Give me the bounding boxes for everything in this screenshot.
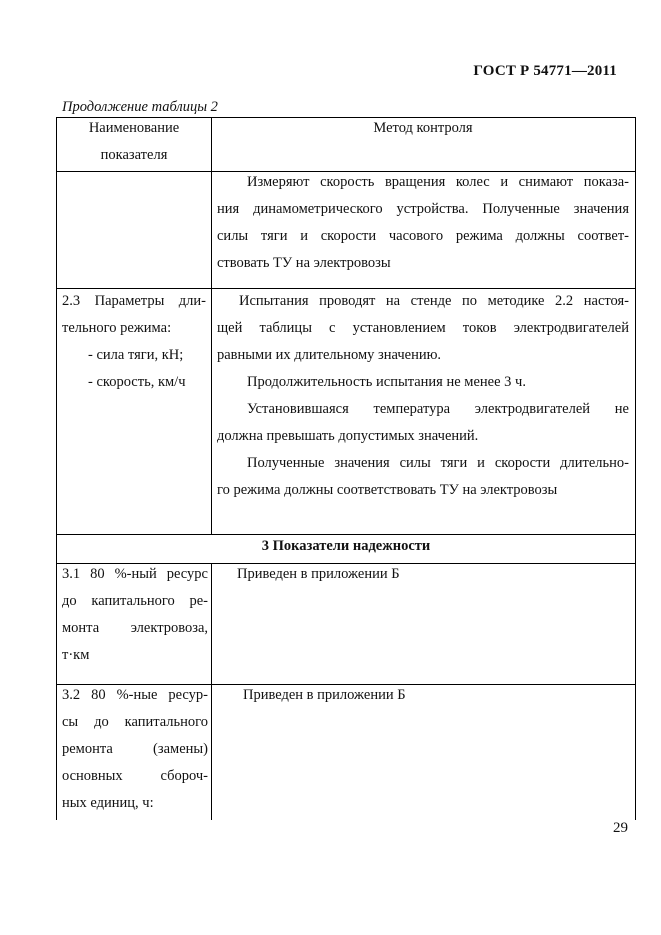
- method-line: Измеряют скорость вращения колес и снимают показа-: [247, 174, 629, 190]
- method-line: ствовать ТУ на электровозы: [217, 255, 391, 271]
- row-3-1-name: [62, 561, 208, 669]
- name-line: 2.3 Параметры дли-: [62, 293, 206, 309]
- section-title: [58, 533, 634, 560]
- name-line: 3.1 80 %-ный ресурс: [62, 566, 208, 582]
- section-title-text: 3 Показатели надежности: [261, 538, 431, 554]
- table-continuation-label: Продолжение таблицы 2: [62, 99, 218, 115]
- name-line: тельного режима:: [62, 320, 172, 336]
- name-line: 3.2 80 %-ные ресур-: [62, 687, 208, 703]
- method-line: Испытания проводят на стенде по методике 2.2 настоя-: [239, 293, 629, 309]
- method-line: Приведен в приложении Б: [243, 687, 406, 703]
- table-right-border: [635, 117, 636, 820]
- row-cont-method: [217, 169, 629, 277]
- name-line: ремонта (замены): [62, 741, 208, 757]
- name-line: до капитального ре-: [62, 593, 208, 609]
- name-line: основных сбороч-: [62, 768, 208, 784]
- method-line: Приведен в приложении Б: [237, 566, 400, 582]
- method-line: ния динамометрического устройства. Полученные значения: [217, 201, 629, 217]
- method-line: силы тяги и скорости часового режима должны соответ-: [217, 228, 629, 244]
- name-line: сы до капитального: [62, 714, 208, 730]
- name-line: - сила тяги, кН;: [88, 347, 184, 363]
- table-left-border: [56, 117, 57, 820]
- column-header-name: [58, 115, 210, 169]
- column-divider: [211, 117, 212, 534]
- column-header-method-text: Метод контроля: [373, 120, 473, 136]
- name-line: - скорость, км/ч: [88, 374, 186, 390]
- method-line: Продолжительность испытания не менее 3 ч.: [247, 374, 526, 390]
- column-header-name-line2: показателя: [100, 147, 168, 163]
- row-2-3-method: [217, 288, 629, 504]
- row-2-3-name: [62, 288, 206, 396]
- name-line: монта электровоза,: [62, 620, 208, 636]
- method-line: щей таблицы с установлением токов электродвигателей: [217, 320, 629, 336]
- method-line: должна превышать допустимых значений.: [217, 428, 479, 444]
- method-line: равными их длительному значению.: [217, 347, 442, 363]
- method-line: Полученные значения силы тяги и скорости длительно-: [247, 455, 629, 471]
- row-3-1-method: [237, 561, 629, 588]
- column-divider-lower: [211, 563, 212, 820]
- document-code: ГОСТ Р 54771—2011: [473, 63, 617, 79]
- method-line: Установившаяся температура электродвигателей не: [247, 401, 629, 417]
- name-line: т·км: [62, 647, 90, 663]
- column-header-name-line1: Наименование: [88, 120, 180, 136]
- row-3-2-name: [62, 682, 208, 817]
- row-3-2-method: [243, 682, 629, 709]
- column-header-method: [213, 115, 633, 142]
- method-line: го режима должны соответствовать ТУ на электровозы: [217, 482, 558, 498]
- name-line: ных единиц, ч:: [62, 795, 154, 811]
- page-number: 29: [613, 820, 628, 836]
